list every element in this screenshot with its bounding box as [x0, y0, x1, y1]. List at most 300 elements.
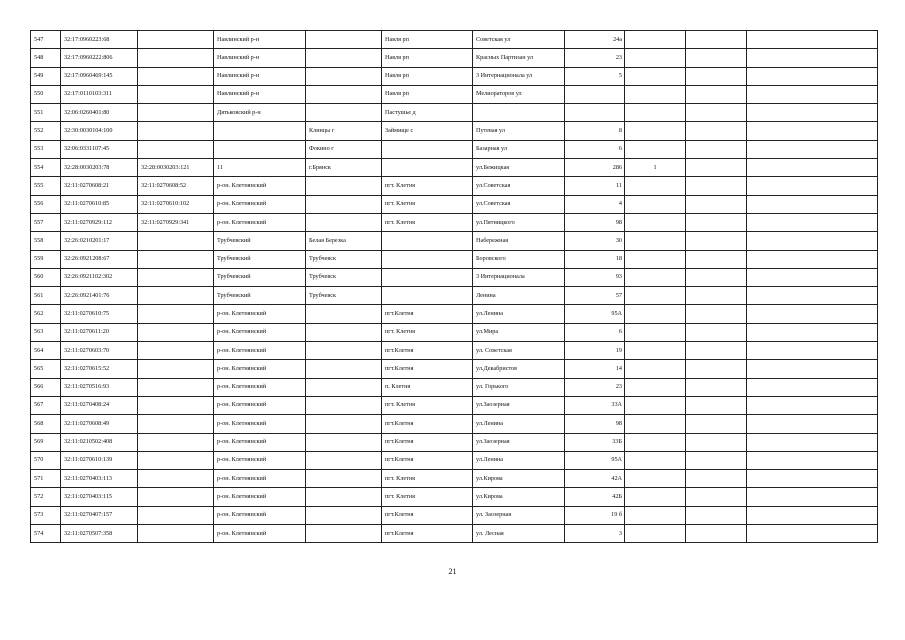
extra-cell-2	[686, 31, 747, 49]
house-number-cell: 98	[565, 213, 625, 231]
street-cell: ул.Заозерная	[473, 396, 565, 414]
extra-cell-1	[625, 378, 686, 396]
extra-cell-3	[747, 250, 878, 268]
row-number-cell: 561	[31, 287, 61, 305]
extra-cell-3	[747, 396, 878, 414]
district-cell: р-он. Клетнянский	[214, 342, 306, 360]
extra-cell-1	[625, 31, 686, 49]
extra-cell-3	[747, 287, 878, 305]
city-cell	[306, 360, 382, 378]
settlement-cell: пгт. Клетня	[382, 177, 473, 195]
extra-cell-2	[686, 378, 747, 396]
linked-cadastral-cell	[138, 525, 214, 543]
cadastral-number-cell: 32:11:0270929:112	[61, 213, 138, 231]
house-number-cell: 57	[565, 287, 625, 305]
table-body	[31, 31, 878, 543]
settlement-cell: п. Клетня	[382, 378, 473, 396]
house-number-cell: 6	[565, 140, 625, 158]
table-row	[31, 525, 878, 543]
house-number-cell: 18	[565, 250, 625, 268]
street-cell	[473, 104, 565, 122]
cadastral-number-cell: 32:17:0110103:311	[61, 85, 138, 103]
street-cell: ул. Советская	[473, 342, 565, 360]
extra-cell-1	[625, 470, 686, 488]
extra-cell-2	[686, 287, 747, 305]
linked-cadastral-cell: 32:11:0270929:341	[138, 213, 214, 231]
linked-cadastral-cell	[138, 506, 214, 524]
extra-cell-2	[686, 49, 747, 67]
district-cell: р-он. Клетнянский	[214, 415, 306, 433]
cadastral-number-cell: 32:11:0270608:21	[61, 177, 138, 195]
row-number-cell: 562	[31, 305, 61, 323]
house-number-cell: 23	[565, 49, 625, 67]
street-cell: 3 Интернационала ул	[473, 67, 565, 85]
street-cell: Красных Партизан ул	[473, 49, 565, 67]
settlement-cell: пгт.Клетня	[382, 305, 473, 323]
linked-cadastral-cell	[138, 415, 214, 433]
district-cell	[214, 122, 306, 140]
extra-cell-2	[686, 433, 747, 451]
settlement-cell: пгт. Клетня	[382, 470, 473, 488]
cadastral-number-cell: 32:11:0270507:358	[61, 525, 138, 543]
row-number-cell: 570	[31, 451, 61, 469]
extra-cell-3	[747, 49, 878, 67]
table-row	[31, 268, 878, 286]
table-row	[31, 122, 878, 140]
district-cell: 11	[214, 159, 306, 177]
cadastral-number-cell: 32:26:0921208:67	[61, 250, 138, 268]
street-cell: ул. Горького	[473, 378, 565, 396]
city-cell	[306, 433, 382, 451]
city-cell: Клинцы г	[306, 122, 382, 140]
street-cell: ул.Кирова	[473, 470, 565, 488]
house-number-cell: 11	[565, 177, 625, 195]
cadastral-number-cell: 32:26:0210201:17	[61, 232, 138, 250]
extra-cell-3	[747, 342, 878, 360]
row-number-cell: 548	[31, 49, 61, 67]
city-cell	[306, 506, 382, 524]
settlement-cell: пгт.Клетня	[382, 342, 473, 360]
house-number-cell: 95А	[565, 305, 625, 323]
district-cell: р-он. Клетнянский	[214, 488, 306, 506]
extra-cell-1	[625, 323, 686, 341]
row-number-cell: 571	[31, 470, 61, 488]
extra-cell-2	[686, 525, 747, 543]
house-number-cell: 14	[565, 360, 625, 378]
linked-cadastral-cell	[138, 360, 214, 378]
house-number-cell: 5	[565, 67, 625, 85]
table-row	[31, 140, 878, 158]
city-cell	[306, 378, 382, 396]
linked-cadastral-cell	[138, 104, 214, 122]
page-number: 21	[448, 567, 457, 576]
cadastral-number-cell: 32:11:0270610:85	[61, 195, 138, 213]
house-number-cell: 98	[565, 415, 625, 433]
table-row	[31, 177, 878, 195]
district-cell: Дятьковский р-н	[214, 104, 306, 122]
house-number-cell: 19 б	[565, 506, 625, 524]
city-cell	[306, 488, 382, 506]
row-number-cell: 558	[31, 232, 61, 250]
cadastral-number-cell: 32:17:0960469:145	[61, 67, 138, 85]
house-number-cell: 8	[565, 122, 625, 140]
row-number-cell: 567	[31, 396, 61, 414]
extra-cell-2	[686, 140, 747, 158]
cadastral-number-cell: 32:11:0270407:157	[61, 506, 138, 524]
extra-cell-3	[747, 122, 878, 140]
settlement-cell: Займище с	[382, 122, 473, 140]
cadastral-number-cell: 32:06:0331107:45	[61, 140, 138, 158]
cadastral-number-cell: 32:30:0030104:100	[61, 122, 138, 140]
extra-cell-3	[747, 85, 878, 103]
row-number-cell: 574	[31, 525, 61, 543]
district-cell: Навлинский р-н	[214, 67, 306, 85]
house-number-cell	[565, 104, 625, 122]
street-cell: ул.Пятницкого	[473, 213, 565, 231]
district-cell: Трубчевский	[214, 268, 306, 286]
registry-table	[30, 30, 878, 543]
linked-cadastral-cell	[138, 49, 214, 67]
extra-cell-1	[625, 122, 686, 140]
linked-cadastral-cell	[138, 305, 214, 323]
extra-cell-3	[747, 195, 878, 213]
extra-cell-1	[625, 195, 686, 213]
district-cell: р-он. Клетнянский	[214, 433, 306, 451]
extra-cell-2	[686, 122, 747, 140]
house-number-cell: 19	[565, 342, 625, 360]
city-cell	[306, 451, 382, 469]
extra-cell-3	[747, 268, 878, 286]
city-cell: Белая Березка	[306, 232, 382, 250]
settlement-cell: пгт. Клетня	[382, 396, 473, 414]
extra-cell-3	[747, 525, 878, 543]
city-cell	[306, 213, 382, 231]
table-row	[31, 433, 878, 451]
table-row	[31, 415, 878, 433]
district-cell: р-он. Клетнянский	[214, 213, 306, 231]
city-cell: Трубчевск	[306, 250, 382, 268]
linked-cadastral-cell	[138, 287, 214, 305]
cadastral-number-cell: 32:11:0270603:70	[61, 342, 138, 360]
table-row	[31, 378, 878, 396]
extra-cell-2	[686, 451, 747, 469]
cadastral-number-cell: 32:11:0270610:139	[61, 451, 138, 469]
extra-cell-3	[747, 433, 878, 451]
extra-cell-3	[747, 470, 878, 488]
row-number-cell: 556	[31, 195, 61, 213]
district-cell: р-он. Клетнянский	[214, 506, 306, 524]
district-cell: Трубчевский	[214, 250, 306, 268]
city-cell	[306, 195, 382, 213]
cadastral-number-cell: 32:26:0921102:302	[61, 268, 138, 286]
street-cell: ул.Кирова	[473, 488, 565, 506]
settlement-cell: пгт.Клетня	[382, 451, 473, 469]
extra-cell-1	[625, 525, 686, 543]
extra-cell-3	[747, 159, 878, 177]
house-number-cell: 23	[565, 378, 625, 396]
cadastral-number-cell: 32:17:0960223:68	[61, 31, 138, 49]
settlement-cell: пгт. Клетня	[382, 488, 473, 506]
extra-cell-3	[747, 415, 878, 433]
row-number-cell: 552	[31, 122, 61, 140]
house-number-cell: 93	[565, 268, 625, 286]
extra-cell-3	[747, 323, 878, 341]
row-number-cell: 563	[31, 323, 61, 341]
settlement-cell	[382, 287, 473, 305]
row-number-cell: 553	[31, 140, 61, 158]
extra-cell-1	[625, 396, 686, 414]
settlement-cell	[382, 159, 473, 177]
extra-cell-2	[686, 85, 747, 103]
extra-cell-2	[686, 360, 747, 378]
settlement-cell: пгт.Клетня	[382, 506, 473, 524]
street-cell: ул.Ленина	[473, 415, 565, 433]
street-cell: ул.Советская	[473, 195, 565, 213]
row-number-cell: 568	[31, 415, 61, 433]
extra-cell-1	[625, 250, 686, 268]
extra-cell-1	[625, 305, 686, 323]
linked-cadastral-cell	[138, 250, 214, 268]
cadastral-number-cell: 32:11:0210502:408	[61, 433, 138, 451]
extra-cell-1	[625, 268, 686, 286]
settlement-cell	[382, 140, 473, 158]
extra-cell-1	[625, 415, 686, 433]
cadastral-number-cell: 32:06:0260401:80	[61, 104, 138, 122]
table-row	[31, 67, 878, 85]
city-cell: г.Брянск	[306, 159, 382, 177]
city-cell	[306, 525, 382, 543]
table-row	[31, 31, 878, 49]
street-cell: 3 Интернационала	[473, 268, 565, 286]
district-cell: р-он. Клетнянский	[214, 451, 306, 469]
city-cell	[306, 177, 382, 195]
extra-cell-1	[625, 360, 686, 378]
extra-cell-1	[625, 140, 686, 158]
district-cell: р-он. Клетнянский	[214, 195, 306, 213]
district-cell: р-он. Клетнянский	[214, 305, 306, 323]
table-row	[31, 470, 878, 488]
street-cell: ул.Бежицкая	[473, 159, 565, 177]
extra-cell-3	[747, 506, 878, 524]
settlement-cell	[382, 232, 473, 250]
cadastral-number-cell: 32:26:0921401:76	[61, 287, 138, 305]
linked-cadastral-cell	[138, 378, 214, 396]
district-cell: Навлинский р-н	[214, 49, 306, 67]
city-cell	[306, 305, 382, 323]
extra-cell-1	[625, 49, 686, 67]
extra-cell-2	[686, 305, 747, 323]
cadastral-number-cell: 32:11:0270408:24	[61, 396, 138, 414]
district-cell	[214, 140, 306, 158]
linked-cadastral-cell	[138, 140, 214, 158]
city-cell: Фокино г	[306, 140, 382, 158]
settlement-cell: пгт.Клетня	[382, 433, 473, 451]
street-cell: ул.Советская	[473, 177, 565, 195]
extra-cell-3	[747, 140, 878, 158]
table-row	[31, 360, 878, 378]
district-cell: Трубчевский	[214, 232, 306, 250]
extra-cell-2	[686, 470, 747, 488]
extra-cell-2	[686, 213, 747, 231]
district-cell: р-он. Клетнянский	[214, 525, 306, 543]
city-cell	[306, 396, 382, 414]
settlement-cell: пгт. Клетня	[382, 213, 473, 231]
cadastral-number-cell: 32:11:0270516:93	[61, 378, 138, 396]
cadastral-number-cell: 32:11:0270611:20	[61, 323, 138, 341]
extra-cell-1	[625, 451, 686, 469]
cadastral-number-cell: 32:11:0270403:113	[61, 470, 138, 488]
linked-cadastral-cell	[138, 396, 214, 414]
linked-cadastral-cell	[138, 451, 214, 469]
extra-cell-2	[686, 67, 747, 85]
house-number-cell: 4	[565, 195, 625, 213]
extra-cell-3	[747, 104, 878, 122]
settlement-cell	[382, 250, 473, 268]
linked-cadastral-cell	[138, 122, 214, 140]
linked-cadastral-cell: 32:11:0270608:52	[138, 177, 214, 195]
district-cell: р-он. Клетнянский	[214, 470, 306, 488]
linked-cadastral-cell	[138, 268, 214, 286]
extra-cell-1	[625, 232, 686, 250]
row-number-cell: 572	[31, 488, 61, 506]
row-number-cell: 564	[31, 342, 61, 360]
extra-cell-2	[686, 104, 747, 122]
house-number-cell: 6	[565, 323, 625, 341]
city-cell: Трубчевск	[306, 268, 382, 286]
settlement-cell: пгт.Клетня	[382, 415, 473, 433]
linked-cadastral-cell	[138, 433, 214, 451]
house-number-cell: 3	[565, 525, 625, 543]
district-cell: р-он. Клетнянский	[214, 360, 306, 378]
table-row	[31, 342, 878, 360]
settlement-cell: Навля рп	[382, 67, 473, 85]
extra-cell-2	[686, 159, 747, 177]
extra-cell-2	[686, 415, 747, 433]
house-number-cell: 286	[565, 159, 625, 177]
city-cell	[306, 104, 382, 122]
street-cell: Набережная	[473, 232, 565, 250]
house-number-cell: 42А	[565, 470, 625, 488]
settlement-cell: пгт. Клетня	[382, 323, 473, 341]
extra-cell-1	[625, 213, 686, 231]
extra-cell-2	[686, 177, 747, 195]
extra-cell-3	[747, 213, 878, 231]
extra-cell-1: 1	[625, 159, 686, 177]
house-number-cell: 42Б	[565, 488, 625, 506]
table-row	[31, 250, 878, 268]
district-cell: Трубчевский	[214, 287, 306, 305]
cadastral-number-cell: 32:17:0960222:806	[61, 49, 138, 67]
house-number-cell: 24а	[565, 31, 625, 49]
city-cell	[306, 415, 382, 433]
table-row	[31, 195, 878, 213]
table-row	[31, 213, 878, 231]
linked-cadastral-cell	[138, 67, 214, 85]
row-number-cell: 569	[31, 433, 61, 451]
settlement-cell: Навля рп	[382, 31, 473, 49]
city-cell	[306, 31, 382, 49]
extra-cell-3	[747, 488, 878, 506]
table-row	[31, 323, 878, 341]
extra-cell-2	[686, 268, 747, 286]
extra-cell-3	[747, 232, 878, 250]
row-number-cell: 551	[31, 104, 61, 122]
extra-cell-1	[625, 104, 686, 122]
house-number-cell: 30	[565, 232, 625, 250]
district-cell: р-он. Клетнянский	[214, 323, 306, 341]
house-number-cell	[565, 85, 625, 103]
linked-cadastral-cell	[138, 232, 214, 250]
cadastral-number-cell: 32:11:0270403:115	[61, 488, 138, 506]
street-cell: ул. Лесная	[473, 525, 565, 543]
city-cell	[306, 67, 382, 85]
extra-cell-2	[686, 396, 747, 414]
table-row	[31, 104, 878, 122]
city-cell	[306, 342, 382, 360]
city-cell	[306, 323, 382, 341]
extra-cell-2	[686, 195, 747, 213]
street-cell: ул.Заозерная	[473, 433, 565, 451]
extra-cell-3	[747, 360, 878, 378]
district-cell: р-он. Клетнянский	[214, 177, 306, 195]
extra-cell-1	[625, 506, 686, 524]
district-cell: Навлинский р-н	[214, 85, 306, 103]
street-cell: Базарная ул	[473, 140, 565, 158]
linked-cadastral-cell	[138, 470, 214, 488]
linked-cadastral-cell	[138, 488, 214, 506]
settlement-cell: пгт.Клетня	[382, 525, 473, 543]
settlement-cell	[382, 268, 473, 286]
street-cell: Путевая ул	[473, 122, 565, 140]
city-cell: Трубчевск	[306, 287, 382, 305]
extra-cell-1	[625, 488, 686, 506]
settlement-cell: Навля рп	[382, 49, 473, 67]
row-number-cell: 573	[31, 506, 61, 524]
cadastral-number-cell: 32:28:0030203:78	[61, 159, 138, 177]
extra-cell-3	[747, 451, 878, 469]
extra-cell-2	[686, 250, 747, 268]
extra-cell-1	[625, 287, 686, 305]
house-number-cell: 33А	[565, 396, 625, 414]
extra-cell-1	[625, 177, 686, 195]
row-number-cell: 559	[31, 250, 61, 268]
settlement-cell: Навля рп	[382, 85, 473, 103]
cadastral-number-cell: 32:11:0270610:75	[61, 305, 138, 323]
house-number-cell: 33Б	[565, 433, 625, 451]
row-number-cell: 550	[31, 85, 61, 103]
street-cell: ул. Заозерная	[473, 506, 565, 524]
cadastral-number-cell: 32:11:0270615:52	[61, 360, 138, 378]
house-number-cell: 95А	[565, 451, 625, 469]
row-number-cell: 547	[31, 31, 61, 49]
extra-cell-2	[686, 323, 747, 341]
table-row	[31, 305, 878, 323]
street-cell: Мелиораторов ул	[473, 85, 565, 103]
extra-cell-2	[686, 506, 747, 524]
row-number-cell: 554	[31, 159, 61, 177]
street-cell: ул.Ленина	[473, 305, 565, 323]
table-row	[31, 49, 878, 67]
street-cell: ул.Ленина	[473, 451, 565, 469]
extra-cell-1	[625, 67, 686, 85]
extra-cell-2	[686, 488, 747, 506]
linked-cadastral-cell: 32:28:0030203:121	[138, 159, 214, 177]
table-row	[31, 232, 878, 250]
extra-cell-2	[686, 232, 747, 250]
linked-cadastral-cell: 32:11:0270610:102	[138, 195, 214, 213]
extra-cell-3	[747, 305, 878, 323]
row-number-cell: 565	[31, 360, 61, 378]
